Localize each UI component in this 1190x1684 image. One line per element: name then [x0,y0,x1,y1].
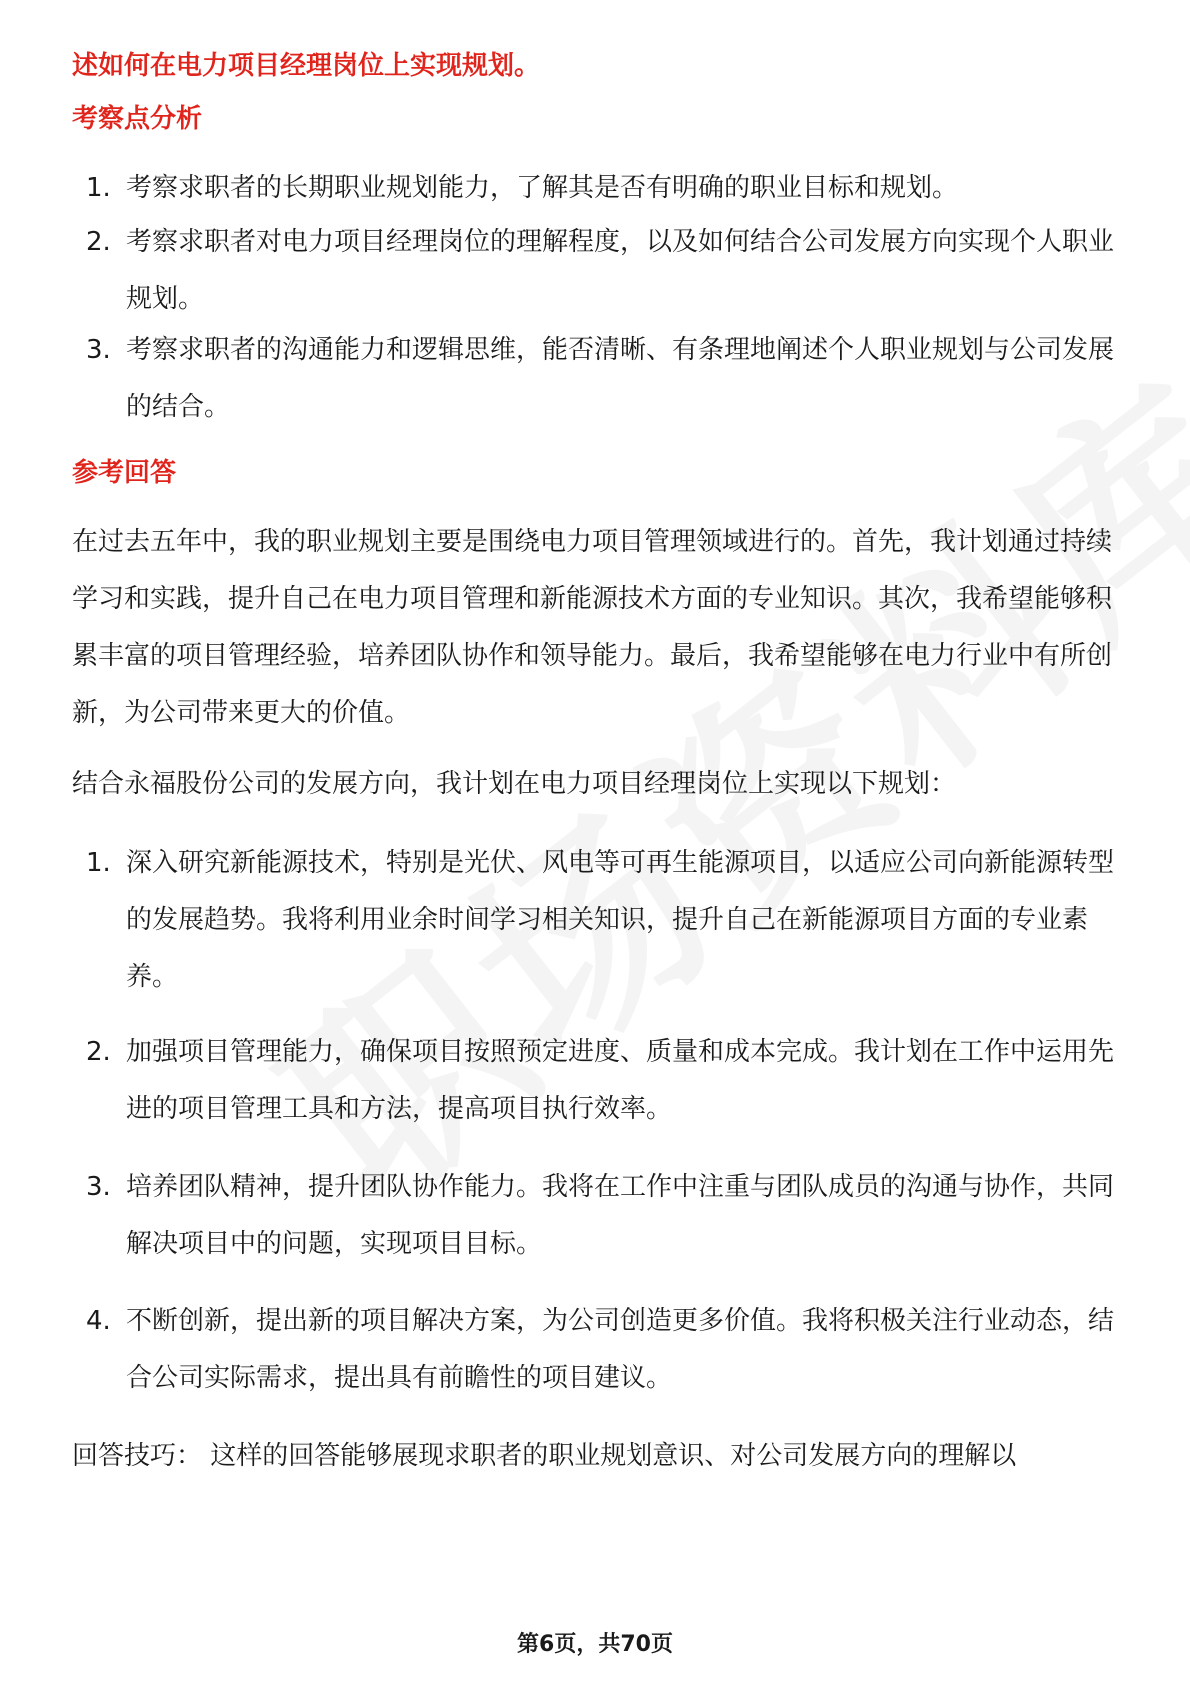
list-number: 2. [86,227,111,257]
list-number: 4. [86,1306,111,1336]
question-tail: 述如何在电力项目经理岗位上实现规划。 [72,51,541,81]
plan-item [72,1024,1122,1138]
answer-intro-paragraph: 在过去五年中，我的职业规划主要是围绕电力项目管理领域进行的。首先，我计划通过持续学习和实践，提升自己在电力项目管理和新能源技术方面的专业知识。其次，我希望能够积累丰富的项目管理经验，培养团队协作和领导能力。最后，我希望能够在电力行业中有所创新，为公司带来更大的价值。 [72,527,1113,728]
list-text: 深入研究新能源技术，特别是光伏、风电等可再生能源项目，以适应公司向新能源转型的发展趋势。我将利用业余时间学习相关知识，提升自己在新能源项目方面的专业素养。 [126,848,1115,992]
page-number: 第6页，共70页 [517,1632,673,1657]
analysis-item [72,322,1122,436]
list-number: 2. [86,1037,111,1067]
analysis-item [72,214,1122,328]
plan-item [72,1293,1122,1407]
list-number: 3. [86,1172,111,1202]
list-text: 加强项目管理能力，确保项目按照预定进度、质量和成本完成。我计划在工作中运用先进的项目管理工具和方法，提高项目执行效率。 [126,1037,1115,1124]
answer-lead-paragraph: 结合永福股份公司的发展方向，我计划在电力项目经理岗位上实现以下规划： [72,769,957,799]
list-text: 考察求职者的长期职业规划能力，了解其是否有明确的职业目标和规划。 [126,173,959,203]
answer-heading: 参考回答 [72,458,177,488]
analysis-item [72,160,1122,217]
list-text: 考察求职者的沟通能力和逻辑思维，能否清晰、有条理地阐述个人职业规划与公司发展的结合。 [126,335,1115,422]
list-text: 不断创新，提出新的项目解决方案，为公司创造更多价值。我将积极关注行业动态，结合公司实际需求，提出具有前瞻性的项目建议。 [126,1306,1115,1393]
analysis-heading: 考察点分析 [72,104,203,134]
plan-item [72,1159,1122,1273]
list-text: 考察求职者对电力项目经理岗位的理解程度，以及如何结合公司发展方向实现个人职业规划。 [126,227,1115,314]
list-number: 3. [86,335,111,365]
list-number: 1. [86,173,111,203]
list-number: 1. [86,848,111,878]
list-text: 培养团队精神，提升团队协作能力。我将在工作中注重与团队成员的沟通与协作，共同解决项目中的问题，实现项目目标。 [126,1172,1115,1259]
plan-item [72,835,1122,1006]
answer-tips: 回答技巧： 这样的回答能够展现求职者的职业规划意识、对公司发展方向的理解以 [72,1441,1017,1471]
